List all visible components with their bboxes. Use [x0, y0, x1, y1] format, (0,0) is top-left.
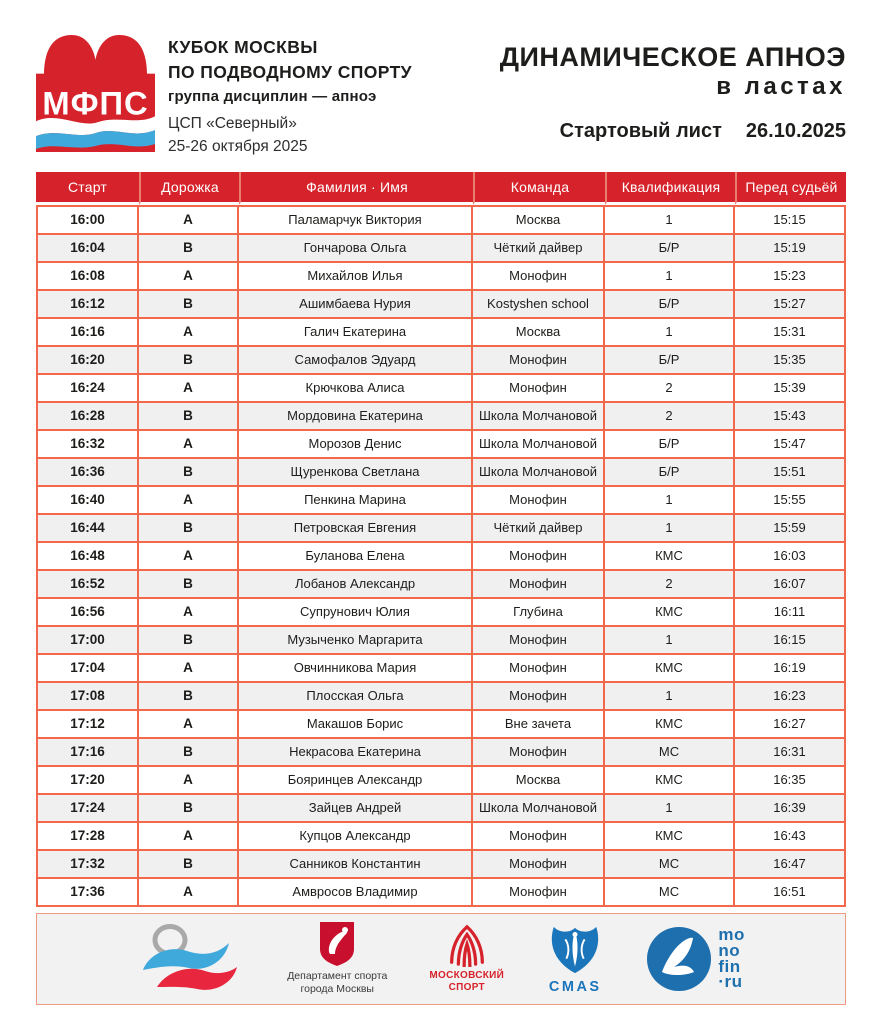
table-row — [36, 821, 846, 849]
cell-qualification: Б/Р — [605, 345, 735, 373]
cell-team: Монофин — [473, 541, 605, 569]
monofin-fin-icon — [646, 926, 712, 992]
cell-start-time: 17:28 — [36, 821, 139, 849]
cell-team: Школа Молчановой — [473, 401, 605, 429]
cell-name: Лобанов Александр — [239, 569, 473, 597]
cell-start-time: 17:36 — [36, 877, 139, 907]
cell-lane: B — [139, 457, 239, 485]
cell-qualification: КМС — [605, 541, 735, 569]
cell-name: Музыченко Маргарита — [239, 625, 473, 653]
cmas-label: CMAS — [548, 979, 602, 996]
event-venue: ЦСП «Северный» — [168, 114, 297, 132]
table-row — [36, 597, 846, 625]
cell-qualification: 1 — [605, 793, 735, 821]
cell-team: Монофин — [473, 345, 605, 373]
cell-name: Галич Екатерина — [239, 317, 473, 345]
cell-start-time: 16:40 — [36, 485, 139, 513]
discipline-title-line2: в ластах — [716, 73, 846, 101]
cell-qualification: 1 — [605, 261, 735, 289]
cell-qualification: КМС — [605, 653, 735, 681]
cell-qualification: Б/Р — [605, 289, 735, 317]
cell-before-judge: 15:15 — [735, 205, 846, 233]
cell-before-judge: 15:47 — [735, 429, 846, 457]
moscow-sport-flame-icon — [444, 923, 490, 967]
col-header-name: Фамилия · Имя — [239, 172, 473, 205]
cell-before-judge: 15:59 — [735, 513, 846, 541]
cell-team: Монофин — [473, 737, 605, 765]
cell-team: Монофин — [473, 625, 605, 653]
cell-team: Школа Молчановой — [473, 429, 605, 457]
cell-before-judge: 16:35 — [735, 765, 846, 793]
table-row — [36, 401, 846, 429]
page-header — [36, 30, 846, 156]
table-row — [36, 653, 846, 681]
cell-start-time: 16:44 — [36, 513, 139, 541]
cell-lane: A — [139, 877, 239, 907]
cell-lane: B — [139, 345, 239, 373]
cell-name: Буланова Елена — [239, 541, 473, 569]
moscow-sport-label: МОСКОВСКИЙ СПОРТ — [429, 970, 505, 994]
cell-name: Михайлов Илья — [239, 261, 473, 289]
cell-lane: A — [139, 597, 239, 625]
cell-qualification: 1 — [605, 513, 735, 541]
cell-qualification: КМС — [605, 821, 735, 849]
cell-lane: B — [139, 513, 239, 541]
cell-name: Петровская Евгения — [239, 513, 473, 541]
cell-name: Крючкова Алиса — [239, 373, 473, 401]
event-title-line2: ПО ПОДВОДНОМУ СПОРТУ — [168, 61, 412, 82]
cell-team: Монофин — [473, 261, 605, 289]
cell-team: Монофин — [473, 653, 605, 681]
table-row — [36, 793, 846, 821]
cell-name: Щуренкова Светлана — [239, 457, 473, 485]
cell-team: Москва — [473, 765, 605, 793]
table-row — [36, 625, 846, 653]
cell-lane: B — [139, 569, 239, 597]
cell-name: Некрасова Екатерина — [239, 737, 473, 765]
cell-qualification: 2 — [605, 401, 735, 429]
mfps-federation-logo-icon — [36, 30, 155, 152]
cell-before-judge: 15:23 — [735, 261, 846, 289]
cell-start-time: 16:00 — [36, 205, 139, 233]
cell-name: Санников Константин — [239, 849, 473, 877]
cell-qualification: 2 — [605, 569, 735, 597]
cell-name: Паламарчук Виктория — [239, 205, 473, 233]
cell-before-judge: 16:23 — [735, 681, 846, 709]
cell-before-judge: 15:27 — [735, 289, 846, 317]
cell-before-judge: 16:27 — [735, 709, 846, 737]
cell-team: Глубина — [473, 597, 605, 625]
cell-start-time: 16:56 — [36, 597, 139, 625]
cell-team: Чёткий дайвер — [473, 233, 605, 261]
table-row — [36, 205, 846, 233]
cell-qualification: КМС — [605, 709, 735, 737]
cell-name: Плосская Ольга — [239, 681, 473, 709]
cell-start-time: 17:20 — [36, 765, 139, 793]
cell-lane: A — [139, 485, 239, 513]
cell-qualification: Б/Р — [605, 233, 735, 261]
cell-before-judge: 16:47 — [735, 849, 846, 877]
cell-name: Пенкина Марина — [239, 485, 473, 513]
cell-team: Школа Молчановой — [473, 457, 605, 485]
cell-before-judge: 16:39 — [735, 793, 846, 821]
cell-before-judge: 15:19 — [735, 233, 846, 261]
cell-qualification: КМС — [605, 765, 735, 793]
cell-start-time: 16:20 — [36, 345, 139, 373]
cell-lane: A — [139, 205, 239, 233]
cell-name: Зайцев Андрей — [239, 793, 473, 821]
monofin-label: mo no fin ·ru — [718, 925, 745, 992]
cell-qualification: МС — [605, 849, 735, 877]
table-row — [36, 849, 846, 877]
cell-lane: A — [139, 317, 239, 345]
cell-team: Школа Молчановой — [473, 793, 605, 821]
cell-lane: A — [139, 541, 239, 569]
cell-team: Kostyshen school — [473, 289, 605, 317]
col-header-before-judge: Перед судьёй — [735, 172, 846, 205]
cmas-logo — [546, 922, 604, 995]
cell-team: Москва — [473, 317, 605, 345]
cell-start-time: 17:24 — [36, 793, 139, 821]
table-row — [36, 345, 846, 373]
table-header-row — [36, 172, 846, 205]
cell-lane: B — [139, 233, 239, 261]
cell-team: Монофин — [473, 681, 605, 709]
list-label: Стартовый лист — [559, 120, 722, 143]
cmas-emblem-icon — [546, 922, 604, 976]
cell-name: Мордовина Екатерина — [239, 401, 473, 429]
cell-start-time: 17:04 — [36, 653, 139, 681]
cell-lane: B — [139, 681, 239, 709]
cell-name: Бояринцев Александр — [239, 765, 473, 793]
cell-qualification: МС — [605, 877, 735, 907]
cell-before-judge: 15:39 — [735, 373, 846, 401]
cell-team: Монофин — [473, 373, 605, 401]
cell-qualification: 1 — [605, 317, 735, 345]
cell-lane: A — [139, 261, 239, 289]
cell-name: Супрунович Юлия — [239, 597, 473, 625]
event-title-line1: КУБОК МОСКВЫ — [168, 37, 318, 57]
cell-lane: A — [139, 429, 239, 457]
cell-start-time: 16:04 — [36, 233, 139, 261]
cell-start-time: 16:48 — [36, 541, 139, 569]
cell-qualification: 1 — [605, 681, 735, 709]
cell-name: Гончарова Ольга — [239, 233, 473, 261]
cell-qualification: 1 — [605, 625, 735, 653]
cell-lane: B — [139, 793, 239, 821]
table-row — [36, 457, 846, 485]
table-row — [36, 289, 846, 317]
cell-before-judge: 16:19 — [735, 653, 846, 681]
discipline-title-line1: ДИНАМИЧЕСКОЕ АПНОЭ — [499, 42, 846, 72]
start-list-table — [36, 172, 846, 907]
cell-before-judge: 15:43 — [735, 401, 846, 429]
cell-lane: A — [139, 765, 239, 793]
cell-team: Вне зачета — [473, 709, 605, 737]
cell-lane: B — [139, 401, 239, 429]
table-row — [36, 737, 846, 765]
cell-before-judge: 16:51 — [735, 877, 846, 907]
cell-lane: B — [139, 849, 239, 877]
col-header-start-time: Старт — [36, 172, 139, 205]
cell-start-time: 16:24 — [36, 373, 139, 401]
cell-lane: B — [139, 737, 239, 765]
cell-name: Макашов Борис — [239, 709, 473, 737]
table-row — [36, 373, 846, 401]
cell-team: Москва — [473, 205, 605, 233]
table-row — [36, 569, 846, 597]
col-header-team: Команда — [473, 172, 605, 205]
cell-before-judge: 16:11 — [735, 597, 846, 625]
cell-qualification: 1 — [605, 485, 735, 513]
list-label-row — [500, 120, 846, 143]
cell-lane: B — [139, 625, 239, 653]
monofin-ru-logo — [646, 926, 745, 992]
cell-qualification: 2 — [605, 373, 735, 401]
cell-start-time: 17:12 — [36, 709, 139, 737]
table-row — [36, 261, 846, 289]
col-header-lane: Дорожка — [139, 172, 239, 205]
cell-start-time: 17:08 — [36, 681, 139, 709]
cell-team: Монофин — [473, 485, 605, 513]
discipline-title-block — [500, 30, 846, 143]
table-row — [36, 681, 846, 709]
cell-start-time: 16:16 — [36, 317, 139, 345]
cell-before-judge: 16:15 — [735, 625, 846, 653]
cell-lane: A — [139, 709, 239, 737]
cell-start-time: 16:28 — [36, 401, 139, 429]
organizer-brand — [36, 30, 412, 156]
cell-start-time: 17:16 — [36, 737, 139, 765]
cell-before-judge: 16:43 — [735, 821, 846, 849]
cell-name: Ашимбаева Нурия — [239, 289, 473, 317]
dept-sport-label: Департамент спорта города Москвы — [287, 970, 388, 996]
cell-qualification: 1 — [605, 205, 735, 233]
list-date: 26.10.2025 — [745, 120, 846, 143]
table-row — [36, 765, 846, 793]
table-row — [36, 541, 846, 569]
cell-name: Овчинникова Мария — [239, 653, 473, 681]
cell-start-time: 17:32 — [36, 849, 139, 877]
cell-before-judge: 15:35 — [735, 345, 846, 373]
cell-start-time: 16:52 — [36, 569, 139, 597]
cell-name: Самофалов Эдуард — [239, 345, 473, 373]
organizer-text-block — [168, 30, 412, 156]
cell-lane: A — [139, 373, 239, 401]
cell-name: Купцов Александр — [239, 821, 473, 849]
cell-team: Монофин — [473, 569, 605, 597]
cell-qualification: КМС — [605, 597, 735, 625]
cell-name: Морозов Денис — [239, 429, 473, 457]
table-row — [36, 513, 846, 541]
cell-team: Монофин — [473, 849, 605, 877]
federation-waves-logo-icon — [137, 923, 245, 995]
cell-team: Чёткий дайвер — [473, 513, 605, 541]
cell-team: Монофин — [473, 877, 605, 907]
table-row — [36, 709, 846, 737]
table-row — [36, 233, 846, 261]
cell-before-judge: 15:51 — [735, 457, 846, 485]
cell-before-judge: 16:03 — [735, 541, 846, 569]
table-row — [36, 429, 846, 457]
table-row — [36, 877, 846, 907]
col-header-qualification: Квалификация — [605, 172, 735, 205]
mfps-logo-text: МФПС — [42, 84, 149, 122]
start-list-body — [36, 205, 846, 907]
cell-lane: A — [139, 821, 239, 849]
table-row — [36, 485, 846, 513]
cell-lane: A — [139, 653, 239, 681]
cell-before-judge: 15:31 — [735, 317, 846, 345]
table-row — [36, 317, 846, 345]
cell-before-judge: 15:55 — [735, 485, 846, 513]
cell-qualification: Б/Р — [605, 429, 735, 457]
cell-start-time: 16:36 — [36, 457, 139, 485]
event-subtitle: группа дисциплин — апноэ — [168, 87, 377, 105]
event-dates: 25-26 октября 2025 — [168, 137, 308, 155]
cell-qualification: МС — [605, 737, 735, 765]
moscow-sport-logo — [429, 923, 504, 994]
cell-start-time: 17:00 — [36, 625, 139, 653]
cell-start-time: 16:12 — [36, 289, 139, 317]
moscow-sport-department-logo — [287, 921, 387, 996]
cell-name: Амвросов Владимир — [239, 877, 473, 907]
cell-lane: B — [139, 289, 239, 317]
cell-start-time: 16:32 — [36, 429, 139, 457]
cell-before-judge: 16:31 — [735, 737, 846, 765]
cell-qualification: Б/Р — [605, 457, 735, 485]
sponsor-footer — [36, 913, 846, 1005]
cell-before-judge: 16:07 — [735, 569, 846, 597]
cell-start-time: 16:08 — [36, 261, 139, 289]
moscow-coat-of-arms-icon — [318, 921, 356, 967]
cell-team: Монофин — [473, 821, 605, 849]
